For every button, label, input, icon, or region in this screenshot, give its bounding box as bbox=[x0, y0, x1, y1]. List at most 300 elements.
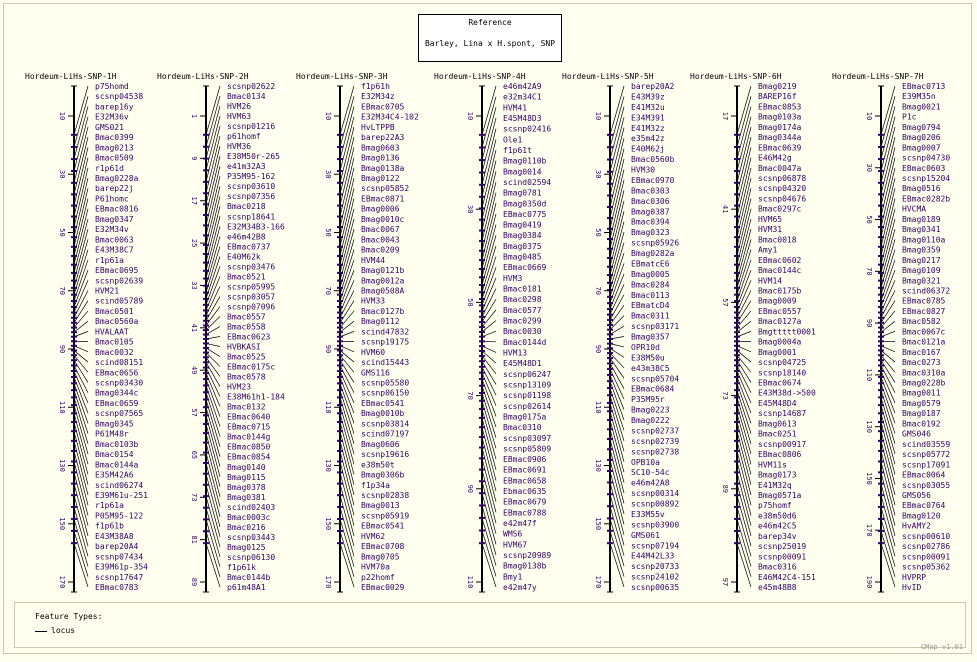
locus-mark[interactable] bbox=[479, 360, 485, 362]
locus-mark[interactable] bbox=[607, 183, 613, 185]
locus-mark[interactable] bbox=[607, 505, 613, 507]
marker-label[interactable]: scind07197 bbox=[361, 429, 410, 439]
locus-mark[interactable] bbox=[878, 170, 884, 172]
marker-label[interactable]: Bmac0175b bbox=[758, 286, 802, 296]
marker-label[interactable]: scind06274 bbox=[95, 480, 144, 490]
locus-mark[interactable] bbox=[734, 146, 740, 148]
marker-label[interactable]: scsnp04538 bbox=[95, 92, 144, 102]
locus-mark[interactable] bbox=[734, 349, 740, 351]
marker-label[interactable]: Bmag0606 bbox=[361, 439, 400, 449]
locus-mark[interactable] bbox=[878, 146, 884, 148]
marker-label[interactable]: Bmag0378 bbox=[227, 482, 266, 492]
locus-mark[interactable] bbox=[337, 364, 343, 366]
marker-label[interactable]: Bmag0282a bbox=[631, 249, 675, 258]
locus-mark[interactable] bbox=[878, 404, 884, 406]
marker-label[interactable]: scsnp05852 bbox=[361, 184, 410, 194]
locus-mark[interactable] bbox=[203, 356, 209, 358]
marker-label[interactable]: EBmac0737 bbox=[227, 242, 271, 252]
locus-mark[interactable] bbox=[203, 361, 209, 363]
marker-label[interactable]: p61homf bbox=[227, 132, 261, 142]
map-title[interactable]: Hordeum-LiHs-SNP-4H bbox=[434, 72, 526, 81]
marker-label[interactable]: HVM11s bbox=[758, 460, 787, 470]
locus-mark[interactable] bbox=[71, 506, 77, 508]
locus-mark[interactable] bbox=[337, 345, 343, 347]
locus-mark[interactable] bbox=[878, 322, 884, 324]
marker-label[interactable]: Bmac0103b bbox=[95, 439, 139, 449]
marker-label[interactable]: EBmac0854 bbox=[227, 452, 271, 462]
locus-mark[interactable] bbox=[71, 158, 77, 160]
locus-mark[interactable] bbox=[479, 159, 485, 161]
marker-label[interactable]: Bmac0043 bbox=[361, 235, 400, 245]
locus-mark[interactable] bbox=[203, 398, 209, 400]
marker-label[interactable]: Bmag0228b bbox=[902, 378, 946, 388]
locus-mark[interactable] bbox=[203, 432, 209, 434]
marker-label[interactable]: Bmag0381 bbox=[227, 492, 266, 502]
marker-label[interactable]: scsnp07434 bbox=[95, 552, 144, 562]
marker-label[interactable]: Ole1 bbox=[503, 135, 523, 145]
locus-mark[interactable] bbox=[878, 382, 884, 384]
locus-mark[interactable] bbox=[71, 182, 77, 184]
marker-label[interactable]: SC10-54c bbox=[631, 468, 670, 478]
locus-mark[interactable] bbox=[607, 347, 613, 349]
locus-mark[interactable] bbox=[734, 354, 740, 356]
marker-label[interactable]: Bmag0485 bbox=[503, 252, 542, 262]
locus-mark[interactable] bbox=[203, 473, 209, 475]
marker-label[interactable]: Bmac0501 bbox=[95, 306, 134, 316]
locus-mark[interactable] bbox=[203, 367, 209, 369]
locus-mark[interactable] bbox=[734, 404, 740, 406]
locus-mark[interactable] bbox=[479, 504, 485, 506]
marker-label[interactable]: f1p61b bbox=[95, 521, 124, 531]
marker-label[interactable]: Bmac0521 bbox=[227, 272, 266, 282]
locus-mark[interactable] bbox=[607, 206, 613, 208]
marker-label[interactable]: Bmac0298 bbox=[503, 295, 542, 305]
marker-label[interactable]: scsnp03097 bbox=[503, 433, 552, 443]
locus-mark[interactable] bbox=[734, 376, 740, 378]
locus-mark[interactable] bbox=[71, 440, 77, 442]
locus-mark[interactable] bbox=[878, 134, 884, 136]
map-title[interactable]: Hordeum-LiHs-SNP-1H bbox=[25, 72, 117, 81]
marker-label[interactable]: BAREP16f bbox=[758, 92, 797, 102]
locus-mark[interactable] bbox=[734, 317, 740, 319]
marker-label[interactable]: scsnp02786 bbox=[902, 542, 951, 552]
locus-mark[interactable] bbox=[337, 389, 343, 391]
locus-mark[interactable] bbox=[337, 354, 343, 356]
locus-mark[interactable] bbox=[607, 374, 613, 376]
locus-mark[interactable] bbox=[203, 384, 209, 386]
marker-label[interactable]: E40M62j bbox=[631, 144, 665, 154]
locus-mark[interactable] bbox=[878, 158, 884, 160]
locus-mark[interactable] bbox=[337, 506, 343, 508]
marker-label[interactable]: E43M38A8 bbox=[95, 531, 134, 541]
marker-label[interactable]: Bmag0115 bbox=[227, 472, 266, 482]
locus-mark[interactable] bbox=[71, 327, 77, 329]
locus-mark[interactable] bbox=[203, 507, 209, 509]
marker-label[interactable]: HVM33 bbox=[361, 296, 386, 306]
marker-label[interactable]: Bmag0375 bbox=[503, 241, 542, 251]
marker-label[interactable]: EBmatcD4 bbox=[631, 301, 670, 311]
marker-label[interactable]: EBmac0705 bbox=[361, 102, 405, 112]
marker-label[interactable]: E38M50u bbox=[631, 353, 665, 363]
locus-mark[interactable] bbox=[337, 146, 343, 148]
locus-mark[interactable] bbox=[203, 423, 209, 425]
marker-label[interactable]: Bmac0209 bbox=[361, 245, 400, 255]
locus-mark[interactable] bbox=[71, 354, 77, 356]
marker-label[interactable]: e46m42A8 bbox=[631, 478, 670, 488]
marker-label[interactable]: P61M48r bbox=[95, 429, 129, 439]
locus-mark[interactable] bbox=[71, 404, 77, 406]
marker-label[interactable]: Bmag0323 bbox=[631, 228, 670, 238]
locus-mark[interactable] bbox=[203, 320, 209, 322]
marker-label[interactable]: GMS116 bbox=[361, 368, 390, 378]
marker-label[interactable]: Bmac0144b bbox=[227, 572, 271, 582]
marker-label[interactable]: scind03559 bbox=[902, 439, 951, 449]
locus-mark[interactable] bbox=[479, 326, 485, 328]
marker-label[interactable]: Bmag0347 bbox=[95, 214, 134, 224]
marker-label[interactable]: Bmac0316 bbox=[758, 562, 797, 572]
locus-mark[interactable] bbox=[337, 396, 343, 398]
locus-mark[interactable] bbox=[71, 170, 77, 172]
marker-label[interactable]: Bmac0063 bbox=[95, 235, 134, 245]
locus-mark[interactable] bbox=[878, 182, 884, 184]
locus-mark[interactable] bbox=[203, 342, 209, 344]
marker-label[interactable]: Bmag0174a bbox=[758, 122, 802, 132]
marker-label[interactable]: scsnp05704 bbox=[631, 374, 680, 384]
marker-label[interactable]: EBmac0695 bbox=[95, 266, 139, 276]
locus-mark[interactable] bbox=[734, 170, 740, 172]
locus-mark[interactable] bbox=[734, 396, 740, 398]
marker-label[interactable]: HvLTPPB bbox=[361, 122, 395, 132]
locus-mark[interactable] bbox=[337, 471, 343, 473]
marker-label[interactable]: Bmac0560a bbox=[95, 317, 139, 327]
locus-mark[interactable] bbox=[734, 327, 740, 329]
marker-label[interactable]: scsnp07194 bbox=[631, 541, 680, 551]
marker-label[interactable]: Bmag0359 bbox=[902, 245, 941, 255]
marker-label[interactable]: EBmac0029 bbox=[361, 583, 405, 592]
marker-label[interactable]: HVM44 bbox=[361, 255, 386, 265]
locus-mark[interactable] bbox=[607, 329, 613, 331]
locus-mark[interactable] bbox=[203, 181, 209, 183]
marker-label[interactable]: Bmac0113 bbox=[631, 290, 670, 300]
marker-label[interactable]: Bmag0012a bbox=[361, 276, 405, 286]
locus-mark[interactable] bbox=[71, 518, 77, 520]
marker-label[interactable]: P35M95-162 bbox=[227, 172, 276, 182]
marker-label[interactable]: barep20A2 bbox=[631, 82, 675, 91]
locus-mark[interactable] bbox=[479, 321, 485, 323]
marker-label[interactable]: scind05789 bbox=[95, 296, 144, 306]
locus-mark[interactable] bbox=[337, 158, 343, 160]
locus-mark[interactable] bbox=[479, 366, 485, 368]
marker-label[interactable]: Bmac0181 bbox=[503, 284, 542, 294]
locus-mark[interactable] bbox=[734, 370, 740, 372]
locus-mark[interactable] bbox=[479, 426, 485, 428]
locus-mark[interactable] bbox=[878, 340, 884, 342]
marker-label[interactable]: EBmac0623 bbox=[227, 332, 271, 342]
marker-label[interactable]: Bmac0216 bbox=[227, 522, 266, 532]
locus-mark[interactable] bbox=[337, 340, 343, 342]
marker-label[interactable]: E41M32q bbox=[758, 480, 792, 490]
marker-label[interactable]: scind02403 bbox=[227, 502, 276, 512]
locus-mark[interactable] bbox=[607, 380, 613, 382]
marker-label[interactable]: Bmac0558 bbox=[227, 322, 266, 332]
marker-label[interactable]: Bmag0014 bbox=[503, 167, 542, 177]
locus-mark[interactable] bbox=[607, 314, 613, 316]
marker-label[interactable]: HVM63 bbox=[227, 112, 252, 122]
marker-label[interactable]: E32M34B3-166 bbox=[227, 222, 285, 232]
marker-label[interactable]: scsnp04725 bbox=[758, 358, 807, 368]
marker-label[interactable]: scsnp00091 bbox=[902, 552, 951, 562]
marker-label[interactable]: Bmag0341 bbox=[902, 225, 941, 235]
marker-label[interactable]: Bmag0013 bbox=[361, 501, 400, 511]
marker-label[interactable]: EBmac0679 bbox=[503, 497, 547, 507]
marker-label[interactable]: Bmac0127b bbox=[361, 306, 405, 316]
marker-label[interactable]: Bmag0222 bbox=[631, 416, 670, 425]
marker-label[interactable]: Bmac0525 bbox=[227, 352, 266, 362]
locus-mark[interactable] bbox=[71, 364, 77, 366]
marker-label[interactable]: scsnp06150 bbox=[361, 388, 410, 398]
locus-mark[interactable] bbox=[607, 419, 613, 421]
marker-label[interactable]: Bmag0011 bbox=[902, 388, 941, 398]
locus-mark[interactable] bbox=[734, 450, 740, 452]
marker-label[interactable]: scsnp04320 bbox=[758, 184, 807, 194]
marker-label[interactable]: scsnp05772 bbox=[902, 450, 951, 460]
locus-mark[interactable] bbox=[479, 492, 485, 494]
locus-mark[interactable] bbox=[479, 207, 485, 209]
marker-label[interactable]: Bmag0228a bbox=[95, 174, 139, 184]
marker-label[interactable]: Bmag0136 bbox=[361, 153, 400, 163]
marker-label[interactable]: barep22A3 bbox=[361, 133, 405, 143]
locus-mark[interactable] bbox=[607, 428, 613, 430]
marker-label[interactable]: scsnp07356 bbox=[227, 192, 276, 202]
locus-mark[interactable] bbox=[337, 404, 343, 406]
marker-label[interactable]: Bmac0251 bbox=[758, 429, 797, 439]
marker-label[interactable]: Bmy1 bbox=[503, 572, 523, 582]
marker-label[interactable]: Bmag0138a bbox=[361, 163, 405, 173]
locus-mark[interactable] bbox=[203, 329, 209, 331]
marker-label[interactable]: Bmac0509 bbox=[95, 153, 134, 163]
marker-label[interactable]: EBmac0640 bbox=[227, 412, 271, 422]
locus-mark[interactable] bbox=[607, 530, 613, 532]
marker-label[interactable]: EBmac0788 bbox=[503, 508, 547, 518]
marker-label[interactable]: EBmac0175c bbox=[227, 362, 276, 372]
locus-mark[interactable] bbox=[71, 460, 77, 462]
locus-mark[interactable] bbox=[878, 460, 884, 462]
locus-mark[interactable] bbox=[734, 530, 740, 532]
marker-label[interactable]: EBmac0827 bbox=[902, 306, 946, 316]
marker-label[interactable]: p22homf bbox=[361, 572, 395, 582]
locus-mark[interactable] bbox=[878, 364, 884, 366]
marker-label[interactable]: E45M48D1 bbox=[503, 359, 542, 369]
marker-label[interactable]: scsnp03814 bbox=[361, 419, 410, 429]
locus-mark[interactable] bbox=[479, 350, 485, 352]
marker-label[interactable]: Bmag0384 bbox=[503, 231, 542, 241]
locus-mark[interactable] bbox=[734, 412, 740, 414]
marker-label[interactable]: EBmac0064 bbox=[902, 470, 946, 480]
locus-mark[interactable] bbox=[479, 316, 485, 318]
marker-label[interactable]: HVM23 bbox=[227, 382, 252, 392]
locus-mark[interactable] bbox=[71, 412, 77, 414]
marker-label[interactable]: E35M42A6 bbox=[95, 470, 134, 480]
locus-mark[interactable] bbox=[734, 430, 740, 432]
locus-mark[interactable] bbox=[734, 494, 740, 496]
marker-label[interactable]: barep22j bbox=[95, 184, 134, 194]
marker-label[interactable]: Amy1 bbox=[758, 245, 778, 255]
marker-label[interactable]: scsnp00091 bbox=[758, 552, 807, 562]
marker-label[interactable]: Bmag0010b bbox=[361, 409, 405, 419]
marker-label[interactable]: Bmac0578 bbox=[227, 372, 266, 382]
locus-mark[interactable] bbox=[734, 518, 740, 520]
marker-label[interactable]: p61m48A1 bbox=[227, 583, 266, 592]
marker-label[interactable]: Bmac0030 bbox=[503, 327, 542, 337]
locus-mark[interactable] bbox=[337, 170, 343, 172]
marker-label[interactable]: OPB10a bbox=[631, 457, 660, 467]
locus-mark[interactable] bbox=[71, 389, 77, 391]
marker-label[interactable]: Bmac0218 bbox=[227, 202, 266, 212]
marker-label[interactable]: Bmag0357 bbox=[631, 332, 670, 342]
marker-label[interactable]: EBmac0906 bbox=[503, 455, 547, 465]
marker-label[interactable]: GMS046 bbox=[902, 429, 931, 439]
locus-mark[interactable] bbox=[203, 378, 209, 380]
marker-label[interactable]: Bmag0120 bbox=[902, 511, 941, 521]
marker-label[interactable]: GMS061 bbox=[631, 530, 660, 540]
map-title[interactable]: Hordeum-LiHs-SNP-3H bbox=[296, 72, 388, 81]
marker-label[interactable]: Bmac0167 bbox=[902, 347, 941, 357]
marker-label[interactable]: scsnp07565 bbox=[95, 409, 144, 419]
marker-label[interactable]: e46m42C5 bbox=[758, 521, 797, 531]
marker-label[interactable]: scsnp18641 bbox=[227, 212, 276, 222]
marker-label[interactable]: HVPRP bbox=[902, 572, 927, 582]
locus-mark[interactable] bbox=[734, 542, 740, 544]
marker-label[interactable]: scsnp02738 bbox=[631, 447, 680, 457]
marker-label[interactable]: E44M42L33 bbox=[631, 551, 675, 561]
marker-label[interactable]: e45m48B8 bbox=[758, 583, 797, 592]
marker-label[interactable]: HVM3 bbox=[503, 273, 523, 283]
marker-label[interactable]: EBmac0659 bbox=[95, 398, 139, 408]
locus-mark[interactable] bbox=[878, 412, 884, 414]
marker-label[interactable]: e42m47f bbox=[503, 519, 537, 529]
marker-label[interactable]: scsnp01198 bbox=[503, 391, 552, 401]
locus-mark[interactable] bbox=[71, 146, 77, 148]
locus-mark[interactable] bbox=[337, 494, 343, 496]
marker-label[interactable]: Bmag0109 bbox=[902, 266, 941, 276]
marker-label[interactable]: EBmac0713 bbox=[902, 82, 946, 91]
locus-mark[interactable] bbox=[337, 382, 343, 384]
marker-label[interactable]: barep16y bbox=[95, 102, 134, 112]
locus-mark[interactable] bbox=[607, 343, 613, 345]
locus-mark[interactable] bbox=[203, 484, 209, 486]
marker-label[interactable]: scsnp05926 bbox=[631, 238, 680, 248]
marker-label[interactable]: EBmac0715 bbox=[227, 422, 271, 432]
marker-label[interactable]: Bmac0105 bbox=[95, 337, 134, 347]
marker-label[interactable]: EBmac0806 bbox=[758, 450, 802, 460]
marker-label[interactable]: Bmac0310a bbox=[902, 368, 946, 378]
marker-label[interactable]: Bmag0219 bbox=[758, 82, 797, 91]
marker-label[interactable]: EBmac0684 bbox=[631, 384, 675, 394]
marker-label[interactable]: Bmac0003c bbox=[227, 512, 271, 522]
locus-mark[interactable] bbox=[203, 334, 209, 336]
marker-label[interactable]: EBmac0602 bbox=[758, 255, 802, 265]
marker-label[interactable]: e38m50t bbox=[361, 460, 395, 470]
locus-mark[interactable] bbox=[337, 440, 343, 442]
locus-mark[interactable] bbox=[337, 331, 343, 333]
marker-label[interactable]: Bmac0144a bbox=[95, 460, 139, 470]
locus-mark[interactable] bbox=[734, 506, 740, 508]
locus-mark[interactable] bbox=[734, 471, 740, 473]
locus-mark[interactable] bbox=[878, 421, 884, 423]
locus-mark[interactable] bbox=[479, 417, 485, 419]
marker-label[interactable]: scsnp06878 bbox=[758, 174, 807, 184]
marker-label[interactable]: scsnp13109 bbox=[503, 380, 552, 390]
locus-mark[interactable] bbox=[479, 436, 485, 438]
locus-mark[interactable] bbox=[337, 376, 343, 378]
locus-mark[interactable] bbox=[734, 359, 740, 361]
marker-label[interactable]: E39M61u-251 bbox=[95, 490, 148, 500]
marker-label[interactable]: E43M39z bbox=[631, 92, 665, 102]
marker-label[interactable]: Bmac0134 bbox=[227, 92, 266, 102]
locus-mark[interactable] bbox=[71, 396, 77, 398]
marker-label[interactable]: scsnp15204 bbox=[902, 174, 951, 184]
locus-mark[interactable] bbox=[479, 172, 485, 174]
locus-mark[interactable] bbox=[878, 327, 884, 329]
locus-mark[interactable] bbox=[878, 396, 884, 398]
marker-label[interactable]: EBmac0557 bbox=[758, 306, 802, 316]
locus-mark[interactable] bbox=[607, 402, 613, 404]
marker-label[interactable]: HVBKASI bbox=[227, 342, 261, 352]
marker-label[interactable]: barep20A4 bbox=[95, 542, 139, 552]
marker-label[interactable]: scsnp20733 bbox=[631, 562, 680, 572]
marker-label[interactable]: EBmac0669 bbox=[503, 263, 547, 273]
locus-mark[interactable] bbox=[607, 324, 613, 326]
marker-label[interactable]: HVM70a bbox=[361, 562, 390, 572]
marker-label[interactable]: scsnp25019 bbox=[758, 542, 807, 552]
marker-label[interactable]: Bmag0571a bbox=[758, 490, 802, 500]
locus-mark[interactable] bbox=[878, 440, 884, 442]
marker-label[interactable]: EBmac0871 bbox=[361, 194, 405, 204]
marker-label[interactable]: Bmac0297c bbox=[758, 204, 802, 214]
marker-label[interactable]: EBmac0282b bbox=[902, 194, 951, 204]
marker-label[interactable]: scind06372 bbox=[902, 286, 951, 296]
locus-mark[interactable] bbox=[337, 430, 343, 432]
locus-mark[interactable] bbox=[878, 389, 884, 391]
locus-mark[interactable] bbox=[203, 134, 209, 136]
locus-mark[interactable] bbox=[203, 414, 209, 416]
marker-label[interactable]: Bmac0582 bbox=[902, 317, 941, 327]
locus-mark[interactable] bbox=[607, 134, 613, 136]
marker-label[interactable]: scind47832 bbox=[361, 327, 410, 337]
marker-label[interactable]: scsnp00892 bbox=[631, 499, 680, 509]
marker-label[interactable]: HVM41 bbox=[503, 103, 528, 113]
locus-mark[interactable] bbox=[479, 336, 485, 338]
map-title[interactable]: Hordeum-LiHs-SNP-5H bbox=[562, 72, 654, 81]
locus-mark[interactable] bbox=[479, 385, 485, 387]
marker-label[interactable]: scsnp06247 bbox=[503, 369, 552, 379]
locus-mark[interactable] bbox=[607, 159, 613, 161]
marker-label[interactable]: Bmac0273 bbox=[902, 358, 941, 368]
marker-label[interactable]: Bmag0217 bbox=[902, 255, 941, 265]
locus-mark[interactable] bbox=[337, 412, 343, 414]
marker-label[interactable]: barep34v bbox=[758, 531, 797, 541]
locus-mark[interactable] bbox=[878, 530, 884, 532]
marker-label[interactable]: EBmac0853 bbox=[758, 102, 802, 112]
marker-label[interactable]: E32M36v bbox=[95, 112, 129, 122]
marker-label[interactable]: E40M62k bbox=[227, 252, 261, 262]
locus-mark[interactable] bbox=[878, 483, 884, 485]
marker-label[interactable]: scsnp02639 bbox=[95, 276, 144, 286]
marker-label[interactable]: E32M34v bbox=[95, 225, 129, 235]
marker-label[interactable]: EBmac0656 bbox=[95, 368, 139, 378]
marker-label[interactable]: HVM65 bbox=[758, 214, 783, 224]
locus-mark[interactable] bbox=[479, 331, 485, 333]
